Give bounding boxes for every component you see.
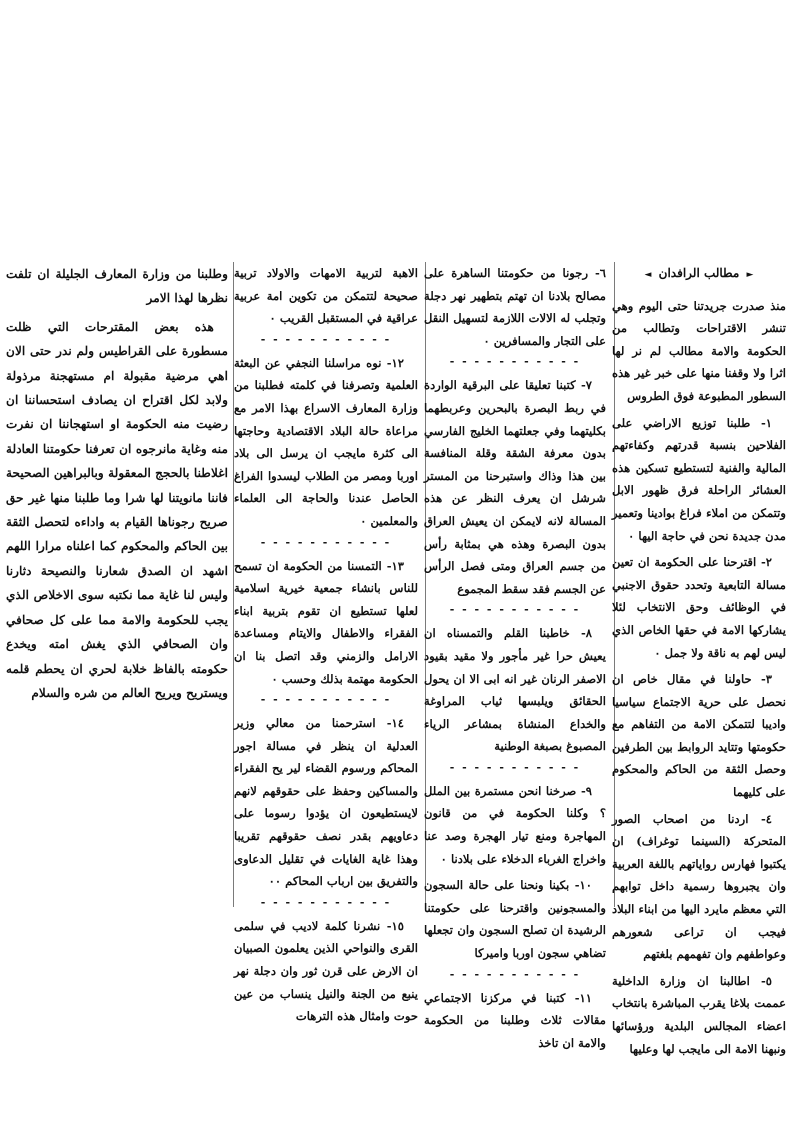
column-1 <box>612 262 788 1064</box>
demand-4: ٤- اردنا من اصحاب الصور المتحركة (السينما توغراف) ان يكتبوا فهارس رواياتهم باللغة العربية وان يجبروها رسمية داخل توابهم التي معظم مايرد اليها من ابناء البلاد فيجب ان تراعى شعورهم وعواطفهم وان تفهمهم بلغتهم <box>612 811 786 962</box>
demand-1: ١- طلبنا توزيع الاراضي على الفلاحين بنسبة قدرتهم وكفاءتهم المالية والفنية لتستطيع تسكين هذه العشائر الراحلة فرق ظهور الابل وتتمكن من املاء فراغ بوادينا وتعمير مدن جديدة نحن في حاجة اليها ٠ <box>612 415 786 543</box>
demand-11: ١١- كتبنا في مركزنا الاجتماعي مقالات ثلاث وطلبنا من الحكومة والامة ان تاخذ <box>424 990 606 1050</box>
column-4 <box>6 262 228 709</box>
ornament-right: ► <box>746 270 754 280</box>
demand-3: ٣- حاولنا في مقال خاص ان نحصل على حرية الاجتماع سياسيا واديبا لتتمكن الامة من التفاهم مع حكومتها وتتايد الروابط بين الطرفين وحصل الثقة من الحاكم والمحكوم على كليهما <box>612 672 786 800</box>
paragraph-separator: - - - - - - - - - - - <box>260 895 392 909</box>
demand-2: ٢- اقترحنا على الحكومة ان تعين مسالة التابعية وتحدد حقوق الاجنبي في الوظائف وحق الانتخاب لئلا يشاركها الامة في حقها الخاص الذي ليس لهم به ناقة ولا جمل ٠ <box>612 555 786 660</box>
demand-15: ١٥- نشرنا كلمة لاديب في سلمى القرى والنواحي الذين يعلمون الصبيان ان الارض على قرن ثور وان دجلة نهر ينبع من الجنة والنيل ينساب من عين حوت وامثال هذه الترهات <box>234 918 418 1024</box>
demand-13: ١٣- التمسنا من الحكومة ان تسمح للناس بانشاء جمعية خيرية اسلامية لعلها تستطيع ان تقوم بتربية ابناء الفقراء والاطفال والايتام ومساعدة الارامل والزمني وقد اتصل بنا ان الحكومة مهتمة بذلك وحسب ٠ <box>234 558 418 686</box>
paragraph-separator: - - - - - - - - - - - <box>449 355 581 369</box>
paragraph-separator: - - - - - - - - - - - <box>449 760 581 774</box>
article-title-text: مطالب الرافدان <box>658 266 740 280</box>
ornament-left: ◄ <box>644 270 652 280</box>
paragraph-separator: - - - - - - - - - - - <box>449 603 581 617</box>
intro-paragraph: منذ صدرت جريدتنا حتى اليوم وهي تنشر الاقتراحات وتطالب من الحكومة والامة مطالب لم نر لها اثرا ولا وقفنا منها على خبر غير هذه السطور المطبوعة فوق الطروس <box>612 298 786 403</box>
demand-9: ٩- صرخنا انحن مستمرة بين الملل ؟ وكلنا الحكومة في من قانون المهاجرة ومنع تيار الهجرة وصد عنا واخراج الغرباء الدخلاء على بلادنا ٠ <box>424 783 606 866</box>
demand-14: ١٤- استرحمنا من معالي وزير العدلية ان ينظر في مسالة اجور المحاكم ورسوم القضاء لير يح الفقراء والمساكين وحفظ على حقوقهم لانهم لايستطيعون ان يؤدوا رسوما على دعاويهم بقدر نصف حقوقهم تقريبا وهذا غاية الغايات في تقليل الدعاوى والتفريق بين ارباب المحاكم ٠٠ <box>234 716 418 889</box>
paragraph-separator: - - - - - - - - - - - <box>260 332 392 346</box>
paragraph-separator: - - - - - - - - - - - <box>260 693 392 707</box>
demand-5: ٥- اطالبنا ان وزارة الداخلية عممت بلاغا يقرب المباشرة بانتخاب اعضاء المجالس البلدية ورؤسائها ونبهنا الامة الى مايجب لها وعليها <box>612 973 786 1056</box>
demand-6: ٦- رجونا من حكومتنا الساهرة على مصالح بلادنا ان تهتم بتطهير نهر دجلة وتجلب له الالات اللازمة لتسهيل النقل على التجار والمسافرين ٠ <box>424 266 606 348</box>
closing-paragraph: هذه بعض المقترحات التي ظلت مسطورة على القراطيس ولم ندر حتى الان اهي مرضية مقبولة ام مستهجنة مرذولة ولابد لكل اقتراح ان يصادف استحساننا ان رضيت منه الحكومة او استهجاننا ان نفرت منه وغاية مانرجوه ان تعرفنا حكومتنا العادلة اغلاطنا بالحجج المعقولة وبالبراهين الصحيحة فاننا مانويتنا لها شرا وما طلبنا منها غير حق صريح رجوناها القيام به واداءه لتحصل الثقة بين الحاكم والمحكوم كما اعلناه مرارا اللهم اشهد ان الصدق شعارنا والنصيحة دثارنا وليس لنا غاية مما نكتبه سوى الاخلاص الذي يجب للحكومة والامة مما على كل صحافي وان الصحافي الذي يغش امته ويخدع حكومته بالفاظ خلابة لحري ان يحطم قلمه ويستريح ويريح العالم من شره والسلام <box>6 319 228 700</box>
demand-11-continued: الاهبة لتربية الامهات والاولاد تربية صحيحة لتتمكن من تكوين امة عربية عراقية في المستقبل القريب ٠ <box>234 266 418 326</box>
demand-10: ١٠- بكينا ونحنا على حالة السجون والمسجونين واقترحنا على حكومتنا الرشيدة ان تصلح السجون وان تجعلها تضاهي سجون اوربا واميركا <box>424 878 606 961</box>
demand-12: ١٢- نوه مراسلنا النجفي عن البعثة العلمية وتصرفنا في كلمته فطلبنا من وزارة المعارف الاسراع بهذا الامر مع مراعاة حالة البلاد الاقتصادية وحاجتها الى كثرة مايجب ان يرسل الى بلاد اوربا ومصر من الطلاب ليسدوا الفراغ الحاصل عندنا والحاجة الى العلماء والمعلمين ٠ <box>234 355 418 528</box>
demand-7: ٧- كتبنا تعليقا على البرقية الواردة في ربط البصرة بالبحرين وعربطهما بكليتهما وفي جعلتهما الخليج الفارسي بدون معرفة الشقة وقلة المنافسة بين هذا وذاك واستبرحنا من المستر شرشل ان يعرف النظر عن هذه المسالة لانه لايمكن ان يعيش العراق بدون البصرة وهذه هي بمثابة رأس من جسم العراق ومتى فصل الرأس عن الجسم فقد سقط المجموع <box>424 378 606 596</box>
paragraph-separator: - - - - - - - - - - - <box>260 535 392 549</box>
column-2 <box>424 262 606 1058</box>
demand-15-continued: وطلبنا من وزارة المعارف الجليلة ان تلفت نظرها لهذا الامر <box>6 267 228 306</box>
column-3 <box>234 262 418 1032</box>
paragraph-separator: - - - - - - - - - - - <box>449 967 581 981</box>
demand-8: ٨- خاطبنا القلم والتمسناه ان يعيش حرا غير مأجور ولا مقيد بقيود الاصفر الرنان غير انه ابى الا ان يحول الحقائق ويلبسها ثياب المراوغة والخداع المنشاة بمشاعر الرياء المصبوغ بصبغة الوطنية <box>424 626 606 754</box>
article-title <box>612 262 786 287</box>
